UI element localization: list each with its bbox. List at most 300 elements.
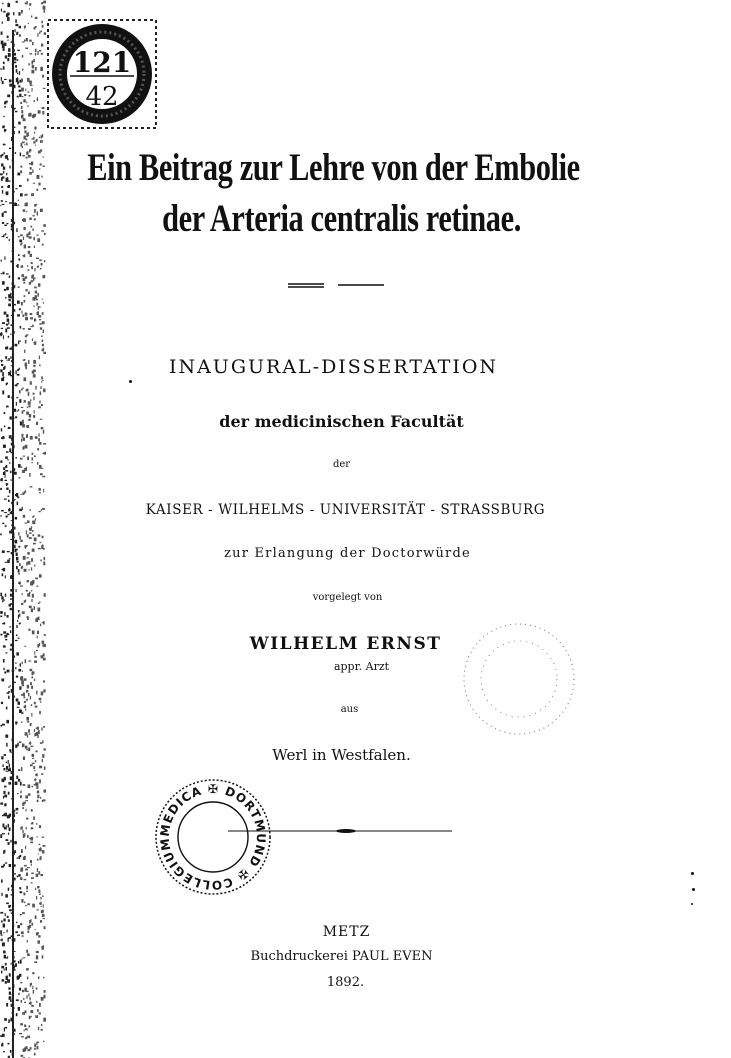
edge-speck [18,779,20,782]
edge-speck [33,766,35,769]
edge-speck [38,110,41,113]
edge-speck [22,807,24,809]
edge-speck [8,304,11,307]
imprint-printer: Buchdruckerei PAUL EVEN [250,949,433,964]
edge-speck [26,873,28,877]
edge-speck [43,224,46,227]
edge-speck [2,436,4,439]
edge-speck [44,766,46,770]
edge-speck [39,894,41,895]
edge-speck [21,676,23,680]
edge-speck [26,143,28,146]
edge-speck [19,887,21,889]
edge-speck [38,1027,39,1030]
edge-speck [5,967,7,971]
edge-speck [15,188,17,189]
binding-edge [0,0,46,1058]
edge-speck [25,846,26,849]
edge-speck [24,901,25,903]
edge-speck [19,390,20,393]
edge-speck [0,488,2,490]
edge-speck [42,914,45,917]
edge-speck [4,471,5,473]
edge-speck [24,295,26,297]
edge-speck [1,41,4,45]
edge-speck [6,766,8,770]
edge-speck [32,534,34,536]
edge-speck [18,205,20,206]
edge-speck [4,1028,5,1032]
edge-speck [44,990,46,993]
edge-speck [27,105,28,107]
edge-speck [37,293,39,297]
edge-speck [39,323,42,325]
edge-speck [27,721,29,723]
edge-speck [1,236,4,237]
edge-speck [32,822,34,824]
edge-speck [44,260,46,262]
edge-speck [32,453,34,455]
edge-speck [22,438,25,441]
edge-speck [41,404,43,406]
edge-speck [30,486,33,487]
edge-speck [4,289,6,291]
edge-speck [30,742,31,745]
edge-speck [2,943,5,947]
edge-speck [25,795,28,798]
edge-speck [22,114,23,116]
edge-speck [29,528,30,530]
edge-speck [43,1041,45,1042]
edge-speck [7,36,9,38]
edge-speck [40,473,43,475]
imprint-year: 1892. [326,975,365,990]
edge-speck [25,869,28,871]
edge-speck [30,81,32,85]
edge-speck [24,400,26,403]
edge-speck [35,386,36,390]
edge-speck [2,222,4,224]
edge-speck [20,193,23,196]
edge-speck [5,156,8,159]
edge-speck [35,1015,38,1018]
edge-speck [14,841,17,844]
edge-speck [39,848,42,851]
edge-speck [42,312,44,315]
edge-speck [5,475,6,478]
edge-speck [2,281,5,285]
edge-speck [7,496,9,497]
edge-speck [31,919,32,923]
edge-speck [4,969,5,971]
edge-speck [30,436,33,440]
edge-speck [37,586,39,587]
edge-speck [23,998,24,1000]
edge-speck [18,856,20,859]
edge-speck [31,266,33,269]
edge-speck [8,824,9,828]
edge-speck [33,237,35,240]
edge-speck [35,291,37,294]
edge-speck [21,1036,24,1037]
edge-speck [24,701,26,703]
edge-speck [7,40,8,41]
edge-speck [5,813,8,817]
edge-speck [25,203,27,207]
edge-speck [36,139,38,141]
edge-speck [24,1029,25,1031]
edge-speck [20,581,21,584]
edge-speck [8,1019,10,1023]
edge-speck [4,1018,7,1021]
edge-speck [29,149,31,152]
edge-speck [28,251,31,254]
edge-speck [40,920,42,923]
edge-speck [5,862,7,863]
edge-speck [35,204,38,205]
edge-speck [37,51,38,55]
edge-speck [41,874,44,876]
edge-speck [14,203,17,206]
edge-speck [18,131,20,134]
edge-speck [35,17,38,19]
edge-speck [38,534,41,536]
edge-speck [25,276,28,278]
edge-speck [0,611,3,614]
edge-speck [34,1044,36,1048]
edge-speck [4,79,7,80]
edge-speck [28,994,29,997]
edge-speck [27,434,28,437]
edge-speck [43,302,44,304]
edge-speck [22,611,25,614]
edge-speck [34,209,36,213]
edge-speck [28,785,31,789]
edge-speck [38,438,40,441]
edge-speck [39,168,40,170]
edge-speck [36,732,38,736]
edge-speck [32,170,33,173]
edge-speck [34,27,36,30]
edge-speck [7,916,9,918]
edge-speck [42,349,44,352]
edge-speck [16,808,17,810]
edge-speck [31,280,33,282]
edge-speck [34,132,35,134]
edge-speck [16,776,18,779]
edge-speck [32,786,33,788]
edge-speck [28,23,29,24]
edge-speck [39,825,41,828]
edge-speck [26,531,27,535]
edge-speck [5,470,8,472]
edge-speck [30,842,33,844]
edge-speck [38,406,41,408]
edge-speck [43,389,45,393]
edge-speck [36,258,39,260]
edge-speck [17,497,19,499]
edge-speck [28,155,31,158]
edge-speck [31,526,32,528]
edge-speck [27,521,30,524]
edge-speck [16,699,19,702]
edge-speck [23,857,26,860]
edge-speck [26,102,27,104]
library-label-stamp [46,18,158,130]
edge-speck [26,809,27,811]
edge-speck [40,140,43,143]
edge-speck [34,218,36,220]
edge-speck [3,791,5,794]
edge-speck [31,262,33,264]
edge-speck [28,392,30,396]
edge-speck [28,629,30,631]
edge-speck [35,778,36,781]
edge-speck [39,574,40,577]
edge-speck [1,273,3,274]
edge-speck [6,839,9,841]
edge-speck [17,96,19,98]
edge-speck [22,96,24,97]
edge-speck [27,407,28,408]
edge-speck [28,401,31,405]
edge-speck [32,61,34,65]
edge-speck [8,792,10,795]
edge-speck [17,876,18,878]
edge-speck [26,818,28,820]
edge-speck [1,332,2,336]
edge-speck [25,1038,27,1040]
edge-speck [23,456,25,457]
edge-speck [3,48,5,51]
title-line-2: der Arteria centralis retinae. [162,197,521,240]
edge-speck [18,85,20,87]
edge-speck [3,768,5,770]
edge-speck [17,59,19,61]
edge-speck [36,1001,37,1003]
edge-speck [37,1009,39,1012]
edge-speck [15,111,17,113]
edge-speck [34,246,35,248]
edge-speck [2,204,5,205]
edge-speck [39,150,41,153]
edge-speck [2,523,4,524]
edge-speck [22,242,23,244]
edge-speck [2,22,3,24]
edge-speck [18,532,19,535]
edge-speck [35,915,37,919]
edge-speck [38,854,39,855]
edge-speck [38,311,39,313]
edge-speck [0,616,2,618]
edge-speck [41,336,43,337]
edge-speck [1,163,3,166]
edge-speck [18,122,19,123]
edge-speck [25,445,28,449]
edge-speck [16,922,17,923]
edge-speck [2,190,3,194]
edge-speck [26,886,28,889]
edge-speck [1,77,2,81]
binding-edge-texture [0,0,46,1058]
edge-speck [43,352,46,354]
edge-speck [24,195,25,196]
edge-speck [18,200,19,201]
edge-speck [43,330,44,333]
edge-speck [28,246,31,248]
edge-speck [29,8,30,10]
edge-speck [24,144,25,145]
edge-speck [1,437,2,439]
edge-speck [27,903,30,905]
edge-speck [24,136,26,140]
edge-speck [31,16,32,18]
edge-speck [33,297,36,301]
edge-speck [4,312,6,313]
edge-speck [42,25,44,28]
edge-speck [24,865,27,867]
edge-speck [19,686,21,689]
edge-speck [36,1042,37,1046]
edge-speck [27,835,29,838]
edge-speck [1,32,3,35]
edge-speck [19,623,21,624]
edge-speck [3,272,5,275]
edge-speck [38,306,41,307]
edge-speck [30,860,32,863]
edge-speck [6,273,8,274]
edge-speck [35,578,38,580]
edge-speck [1,378,4,381]
edge-speck [31,827,32,828]
edge-speck [7,13,10,16]
edge-speck [16,1,18,3]
edge-speck [36,786,38,789]
edge-speck [34,784,37,786]
edge-speck [5,894,8,897]
edge-speck [4,152,5,154]
edge-speck [19,34,21,36]
edge-speck [23,209,26,211]
edge-speck [2,213,4,217]
edge-speck [21,849,23,853]
edge-speck [7,615,9,618]
edge-speck [20,170,22,173]
edge-speck [6,406,9,408]
edge-speck [26,389,29,391]
edge-speck [2,724,5,726]
edge-speck [16,384,18,386]
edge-speck [1,879,3,882]
edge-speck [22,990,24,992]
edge-speck [9,1056,10,1058]
edge-speck [36,299,38,301]
edge-speck [9,299,11,302]
edge-speck [32,274,33,276]
edge-speck [22,912,25,914]
edge-speck [20,795,22,798]
edge-speck [30,764,33,766]
edge-speck [30,723,31,726]
edge-speck [33,342,35,343]
edge-speck [16,566,18,569]
edge-speck [22,684,24,686]
edge-speck [14,499,15,500]
edge-speck [1,328,3,329]
edge-speck [25,523,27,524]
edge-speck [29,920,31,924]
edge-speck [18,277,20,279]
edge-speck [43,348,44,349]
edge-speck [1,920,2,922]
edge-speck [39,32,41,34]
edge-speck [2,573,4,576]
edge-speck [29,236,32,238]
edge-speck [27,78,29,80]
edge-speck [21,1000,23,1003]
edge-speck [18,610,20,612]
edge-speck [4,43,7,46]
faculty-line: der medicinischen Facultät [219,412,464,431]
edge-speck [27,940,28,942]
edge-speck [22,434,24,438]
edge-speck [17,77,18,79]
edge-speck [32,521,35,525]
edge-speck [29,537,32,539]
edge-speck [34,1048,36,1050]
edge-speck [19,71,20,75]
edge-speck [21,767,23,771]
edge-speck [23,118,26,121]
edge-speck [24,833,25,837]
edge-speck [27,265,28,267]
edge-speck [8,322,9,325]
edge-speck [14,682,16,683]
edge-speck [17,173,20,176]
edge-speck [24,130,26,133]
edge-speck [7,58,9,61]
edge-speck [8,185,10,188]
edge-speck [29,172,32,175]
edge-speck [23,1049,26,1053]
edge-speck [29,532,31,534]
edge-speck [22,566,23,569]
edge-speck [20,782,22,786]
edge-speck [42,536,44,539]
edge-speck [43,562,45,566]
edge-speck [30,313,33,315]
edge-speck [43,188,46,190]
edge-speck [37,33,38,37]
edge-speck [27,179,29,182]
edge-speck [43,275,46,278]
edge-speck [25,1028,28,1030]
edge-speck [14,878,15,881]
edge-speck [22,314,24,317]
edge-speck [37,859,38,861]
edge-speck [22,830,23,834]
edge-speck [2,3,3,5]
edge-speck [34,565,35,567]
edge-speck [41,176,42,178]
edge-speck [16,265,18,267]
edge-speck [27,269,29,271]
edge-speck [14,527,15,530]
edge-speck [42,321,45,324]
edge-speck [28,328,31,330]
edge-speck [15,782,18,786]
edge-speck [41,135,43,138]
